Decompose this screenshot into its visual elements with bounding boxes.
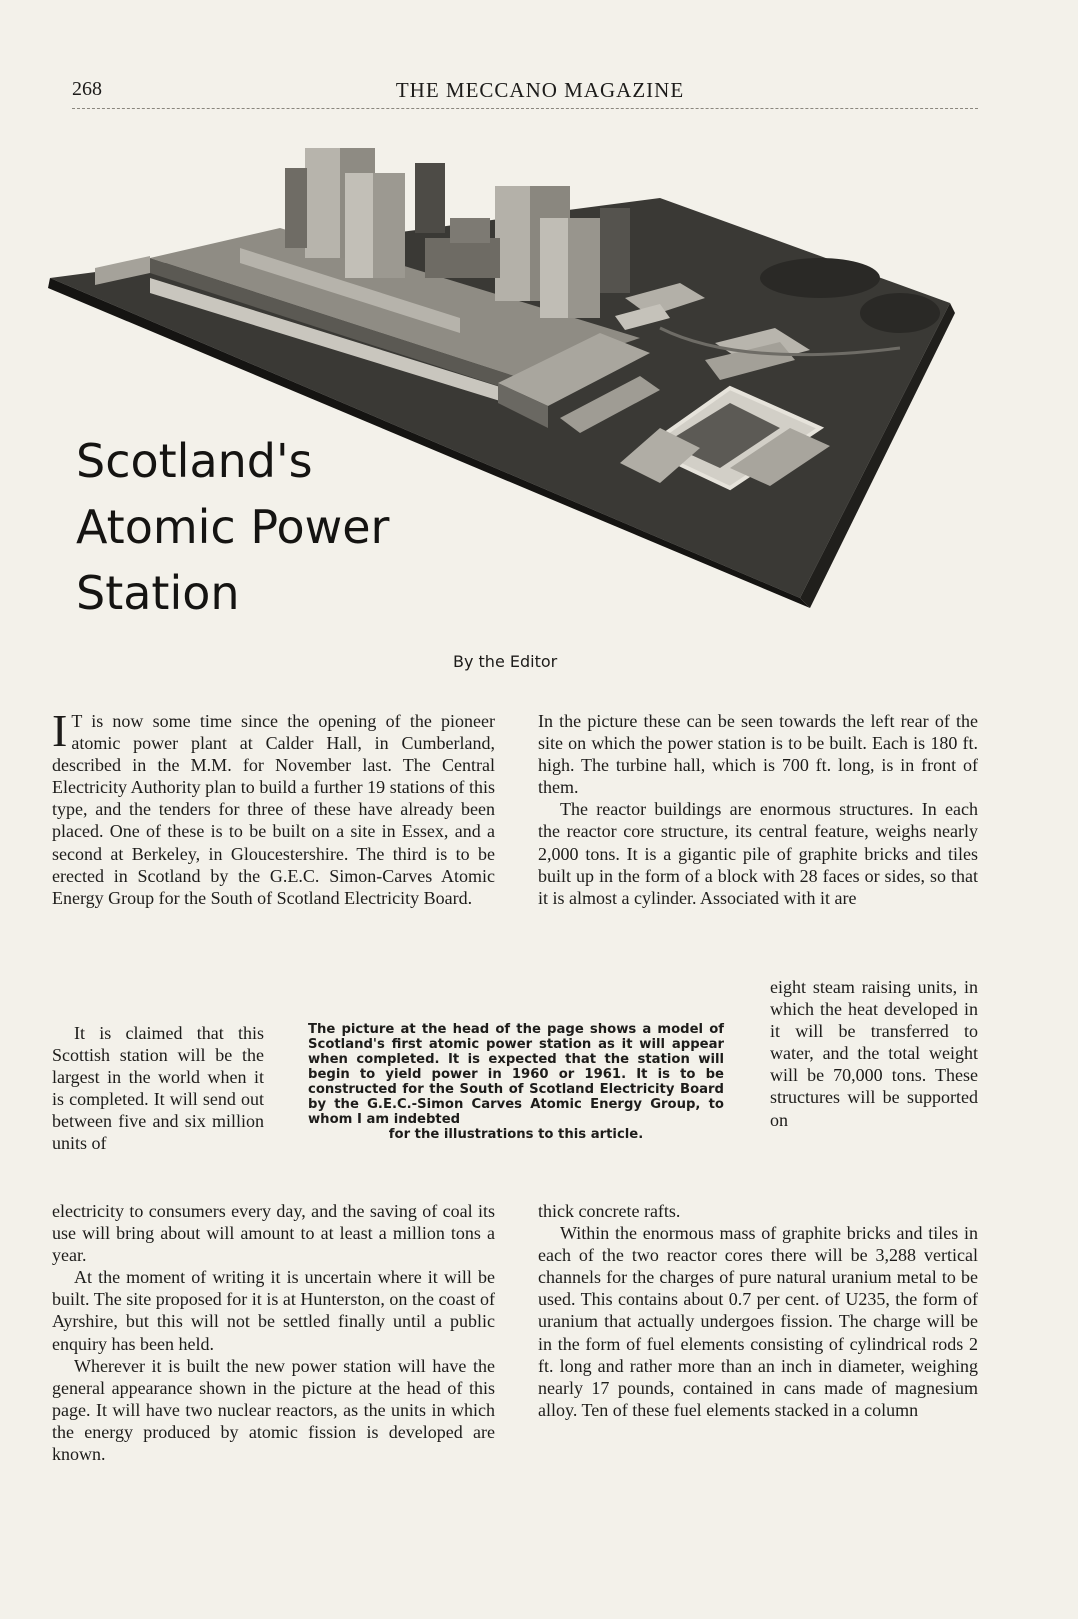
right-paragraph-3: Within the enormous mass of graphite bricks and tiles in each of the two reactor cores there will be 3,288 vertical channels for the charges of pure natural uranium metal to be used. This contains about 0.7 per cent. of U235, the form of uranium that actually undergoes fission. The charge will be in the form of fuel elements consisting of cylindrical rods 2 ft. long and rather more than an inch in diameter, weighing nearly 17 pounds, contained in cans made of magnesium alloy. Ten of these fuel elements stacked in a column bbox=[538, 1223, 978, 1420]
caption-text: The picture at the head of the page shows a model of Scotland's first atomic power station as it will appear when completed. It is expected that the station will begin to yield power in 1960 or 1961. It is to be constructed for the South of Scotland Electricity Board by the G.E.C.-Simon Carves Atomic Energy Group, to whom I am indebted bbox=[308, 1022, 724, 1127]
left-narrow-text: It is claimed that this Scottish station will be the largest in the world when it is completed. It will send out between five and six million units of bbox=[52, 1023, 264, 1154]
left-column-bottom bbox=[52, 1200, 495, 1465]
left-column bbox=[52, 705, 495, 909]
intro-paragraph: IT is now some time since the opening of the pioneer atomic power plant at Calder Hall, in Cumberland, described in the M.M. for November last. The Central Electricity Authority plan to build a further 19 stations of this type, and the tenders for three of these have already been placed. One of these is to be built on a site in Essex, and a second at Berkeley, in Gloucestershire. The third is to be erected in Scotland by the G.E.C. Simon-Carves Atomic Energy Group for the South of Scotland Electricity Board. bbox=[52, 705, 495, 908]
right-paragraph-1: In the picture these can be seen towards the left rear of the site on which the power station is to be built. Each is 180 ft. high. The turbine hall, which is 700 ft. long, is in front of them. bbox=[538, 711, 978, 798]
right-continuation: thick concrete rafts. bbox=[538, 1201, 681, 1221]
page-header bbox=[72, 74, 978, 109]
magazine-title: THE MECCANO MAGAZINE bbox=[395, 78, 685, 102]
page-number: 268 bbox=[72, 78, 102, 100]
photo-caption bbox=[308, 1022, 724, 1142]
byline: By the Editor bbox=[453, 652, 558, 671]
headline-line-1: Scotland's bbox=[76, 434, 313, 488]
right-column bbox=[538, 710, 978, 909]
article-headline bbox=[76, 428, 389, 626]
right-narrow-text: eight steam raising units, in which the heat developed in it will be transferred to water, and the total weight will be 70,000 tons. These structures will be supported on bbox=[770, 977, 978, 1130]
left-continuation: electricity to consumers every day, and the saving of coal its use will bring about will amount to at least a million tons a year. bbox=[52, 1201, 495, 1266]
caption-last-line: for the illustrations to this article. bbox=[388, 1127, 644, 1142]
right-paragraph-2: The reactor buildings are enormous structures. In each the reactor core structure, its central feature, weighs nearly 2,000 tons. It is a gigantic pile of graphite bricks and tiles built up in the form of a block with 28 faces or sides, so that it is almost a cylinder. Associated with it are bbox=[538, 799, 978, 908]
left-paragraph-2: At the moment of writing it is uncertain where it will be built. The site proposed for it is at Hunterston, on the coast of Ayrshire, but this will not be settled finally until a public enquiry has been held. bbox=[52, 1267, 495, 1354]
right-column-bottom bbox=[538, 1200, 978, 1421]
headline-line-3: Station bbox=[76, 566, 240, 620]
headline-line-2: Atomic Power bbox=[76, 500, 390, 554]
left-paragraph-3: Wherever it is built the new power station will have the general appearance shown in the picture at the head of this page. It will have two nuclear reactors, as the units in which the energy produced by atomic fission is developed are known. bbox=[52, 1355, 495, 1465]
